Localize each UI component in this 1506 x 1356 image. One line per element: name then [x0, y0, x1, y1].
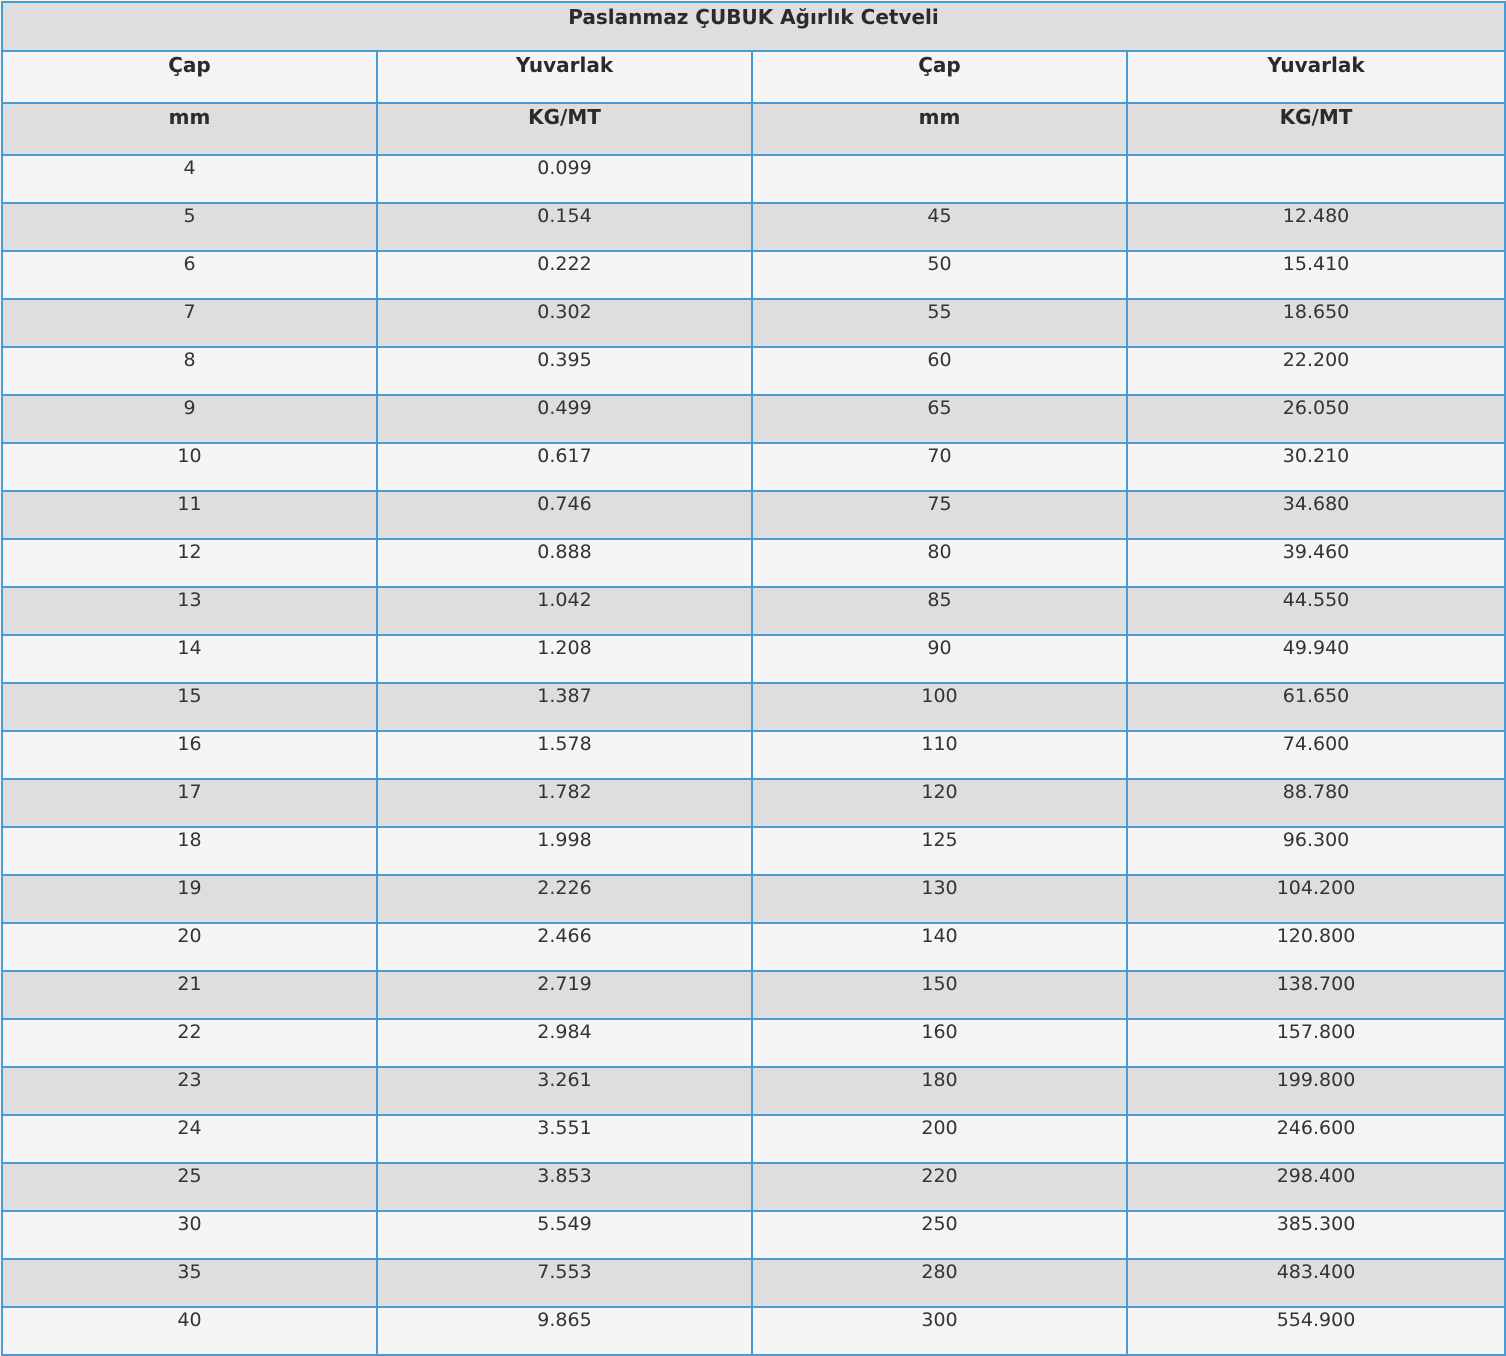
cell-weight-kg-mt: 15.410: [1127, 251, 1505, 299]
cell-diameter-mm: 140: [752, 923, 1127, 971]
table-row: [2, 827, 1505, 875]
cell-diameter-mm: 120: [752, 779, 1127, 827]
cell-diameter-mm: 85: [752, 587, 1127, 635]
cell-weight-kg-mt: 0.222: [377, 251, 752, 299]
table-row: [2, 347, 1505, 395]
cell-weight-kg-mt: 0.099: [377, 155, 752, 203]
weight-table: [1, 1, 1506, 1356]
header-unit-kg-mt: KG/MT: [377, 103, 752, 155]
cell-weight-kg-mt: 3.853: [377, 1163, 752, 1211]
cell-diameter-mm: 9: [2, 395, 377, 443]
cell-diameter-mm: 45: [752, 203, 1127, 251]
cell-weight-kg-mt: 157.800: [1127, 1019, 1505, 1067]
cell-weight-kg-mt: 2.226: [377, 875, 752, 923]
cell-diameter-mm: 130: [752, 875, 1127, 923]
cell-weight-kg-mt: 138.700: [1127, 971, 1505, 1019]
table-row: [2, 443, 1505, 491]
cell-diameter-mm: 17: [2, 779, 377, 827]
cell-weight-kg-mt: 2.984: [377, 1019, 752, 1067]
cell-diameter-mm: 22: [2, 1019, 377, 1067]
cell-diameter-mm: 70: [752, 443, 1127, 491]
header-round: Yuvarlak: [1127, 51, 1505, 103]
cell-weight-kg-mt: 1.387: [377, 683, 752, 731]
cell-weight-kg-mt: 30.210: [1127, 443, 1505, 491]
cell-weight-kg-mt: [1127, 155, 1505, 203]
header-unit-mm: mm: [752, 103, 1127, 155]
cell-weight-kg-mt: 1.208: [377, 635, 752, 683]
cell-weight-kg-mt: 1.998: [377, 827, 752, 875]
cell-diameter-mm: 55: [752, 299, 1127, 347]
table-row: [2, 731, 1505, 779]
header-unit-mm: mm: [2, 103, 377, 155]
cell-weight-kg-mt: 0.746: [377, 491, 752, 539]
table-row: [2, 395, 1505, 443]
table-row: [2, 875, 1505, 923]
cell-diameter-mm: 100: [752, 683, 1127, 731]
cell-weight-kg-mt: 44.550: [1127, 587, 1505, 635]
cell-weight-kg-mt: 26.050: [1127, 395, 1505, 443]
cell-diameter-mm: 4: [2, 155, 377, 203]
header-diameter: Çap: [2, 51, 377, 103]
cell-diameter-mm: 160: [752, 1019, 1127, 1067]
header-row-2: [2, 103, 1505, 155]
table-title-row: [2, 2, 1505, 51]
cell-diameter-mm: 250: [752, 1211, 1127, 1259]
table-row: [2, 539, 1505, 587]
cell-diameter-mm: 90: [752, 635, 1127, 683]
cell-weight-kg-mt: 7.553: [377, 1259, 752, 1307]
cell-weight-kg-mt: 104.200: [1127, 875, 1505, 923]
table-row: [2, 683, 1505, 731]
cell-diameter-mm: 18: [2, 827, 377, 875]
cell-weight-kg-mt: 246.600: [1127, 1115, 1505, 1163]
cell-diameter-mm: 30: [2, 1211, 377, 1259]
cell-weight-kg-mt: 0.499: [377, 395, 752, 443]
cell-weight-kg-mt: 61.650: [1127, 683, 1505, 731]
table-row: [2, 1163, 1505, 1211]
table-row: [2, 587, 1505, 635]
cell-weight-kg-mt: 3.261: [377, 1067, 752, 1115]
cell-weight-kg-mt: 39.460: [1127, 539, 1505, 587]
cell-diameter-mm: 180: [752, 1067, 1127, 1115]
cell-diameter-mm: 50: [752, 251, 1127, 299]
weight-table-body: [2, 2, 1505, 1355]
cell-weight-kg-mt: 1.578: [377, 731, 752, 779]
cell-weight-kg-mt: 49.940: [1127, 635, 1505, 683]
cell-weight-kg-mt: 1.042: [377, 587, 752, 635]
table-row: [2, 1067, 1505, 1115]
cell-weight-kg-mt: 385.300: [1127, 1211, 1505, 1259]
cell-diameter-mm: 5: [2, 203, 377, 251]
cell-weight-kg-mt: 0.888: [377, 539, 752, 587]
cell-diameter-mm: 110: [752, 731, 1127, 779]
cell-weight-kg-mt: 2.719: [377, 971, 752, 1019]
cell-weight-kg-mt: 554.900: [1127, 1307, 1505, 1355]
cell-diameter-mm: 6: [2, 251, 377, 299]
cell-diameter-mm: 12: [2, 539, 377, 587]
cell-weight-kg-mt: 5.549: [377, 1211, 752, 1259]
table-row: [2, 1019, 1505, 1067]
cell-diameter-mm: 11: [2, 491, 377, 539]
table-row: [2, 155, 1505, 203]
cell-diameter-mm: 200: [752, 1115, 1127, 1163]
cell-weight-kg-mt: 0.617: [377, 443, 752, 491]
header-row-1: [2, 51, 1505, 103]
table-row: [2, 491, 1505, 539]
cell-weight-kg-mt: 9.865: [377, 1307, 752, 1355]
table-row: [2, 971, 1505, 1019]
cell-weight-kg-mt: 74.600: [1127, 731, 1505, 779]
table-row: [2, 779, 1505, 827]
cell-diameter-mm: 75: [752, 491, 1127, 539]
table-row: [2, 1211, 1505, 1259]
cell-diameter-mm: 35: [2, 1259, 377, 1307]
table-row: [2, 635, 1505, 683]
cell-diameter-mm: 280: [752, 1259, 1127, 1307]
cell-weight-kg-mt: 0.395: [377, 347, 752, 395]
cell-diameter-mm: 40: [2, 1307, 377, 1355]
cell-weight-kg-mt: 298.400: [1127, 1163, 1505, 1211]
cell-weight-kg-mt: 34.680: [1127, 491, 1505, 539]
table-row: [2, 203, 1505, 251]
table-row: [2, 1307, 1505, 1355]
cell-diameter-mm: 80: [752, 539, 1127, 587]
cell-weight-kg-mt: 120.800: [1127, 923, 1505, 971]
cell-diameter-mm: 25: [2, 1163, 377, 1211]
cell-weight-kg-mt: 0.154: [377, 203, 752, 251]
table-row: [2, 1259, 1505, 1307]
cell-diameter-mm: 13: [2, 587, 377, 635]
cell-weight-kg-mt: 96.300: [1127, 827, 1505, 875]
cell-diameter-mm: 220: [752, 1163, 1127, 1211]
cell-diameter-mm: 7: [2, 299, 377, 347]
cell-diameter-mm: 150: [752, 971, 1127, 1019]
cell-weight-kg-mt: 199.800: [1127, 1067, 1505, 1115]
cell-diameter-mm: 125: [752, 827, 1127, 875]
cell-weight-kg-mt: 88.780: [1127, 779, 1505, 827]
cell-weight-kg-mt: 12.480: [1127, 203, 1505, 251]
cell-diameter-mm: 65: [752, 395, 1127, 443]
table-row: [2, 299, 1505, 347]
cell-diameter-mm: 21: [2, 971, 377, 1019]
cell-diameter-mm: 300: [752, 1307, 1127, 1355]
cell-diameter-mm: 24: [2, 1115, 377, 1163]
header-diameter: Çap: [752, 51, 1127, 103]
header-unit-kg-mt: KG/MT: [1127, 103, 1505, 155]
cell-diameter-mm: 14: [2, 635, 377, 683]
cell-diameter-mm: 23: [2, 1067, 377, 1115]
cell-diameter-mm: 10: [2, 443, 377, 491]
cell-weight-kg-mt: 2.466: [377, 923, 752, 971]
cell-diameter-mm: [752, 155, 1127, 203]
cell-diameter-mm: 16: [2, 731, 377, 779]
table-row: [2, 923, 1505, 971]
cell-weight-kg-mt: 18.650: [1127, 299, 1505, 347]
table-row: [2, 1115, 1505, 1163]
table-row: [2, 251, 1505, 299]
header-round: Yuvarlak: [377, 51, 752, 103]
cell-diameter-mm: 19: [2, 875, 377, 923]
table-title: Paslanmaz ÇUBUK Ağırlık Cetveli: [2, 2, 1505, 51]
cell-diameter-mm: 60: [752, 347, 1127, 395]
cell-weight-kg-mt: 1.782: [377, 779, 752, 827]
cell-diameter-mm: 8: [2, 347, 377, 395]
cell-weight-kg-mt: 0.302: [377, 299, 752, 347]
cell-diameter-mm: 20: [2, 923, 377, 971]
cell-weight-kg-mt: 483.400: [1127, 1259, 1505, 1307]
cell-diameter-mm: 15: [2, 683, 377, 731]
cell-weight-kg-mt: 22.200: [1127, 347, 1505, 395]
cell-weight-kg-mt: 3.551: [377, 1115, 752, 1163]
